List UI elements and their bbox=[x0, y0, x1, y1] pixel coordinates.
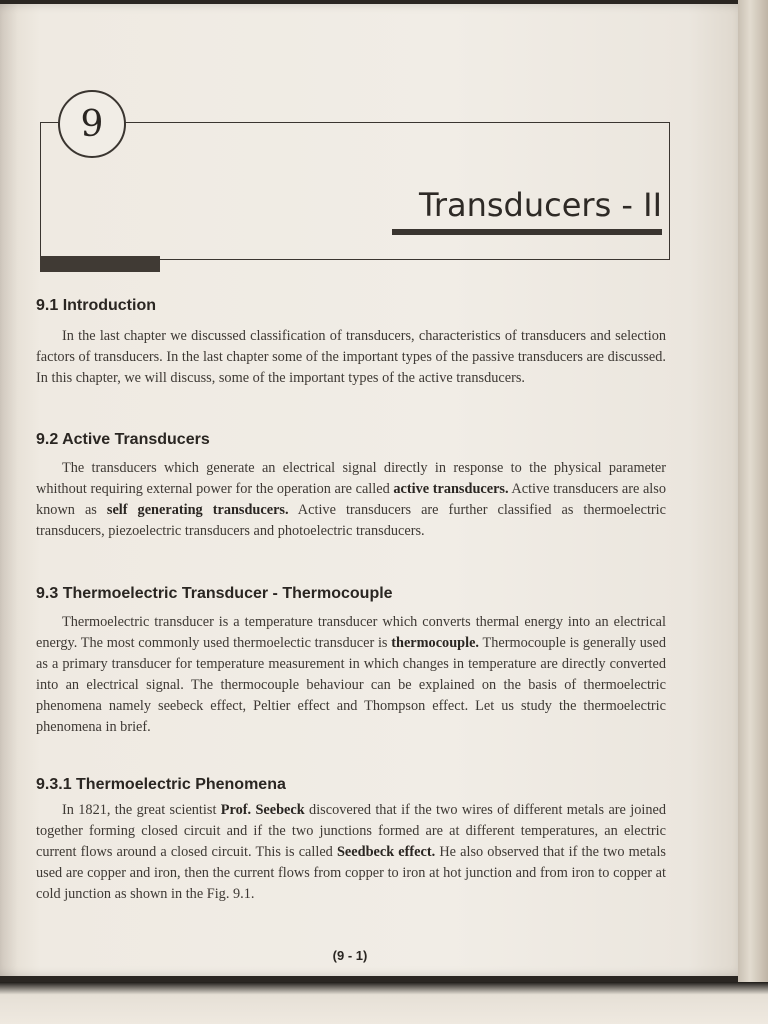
term-thermocouple: thermocouple. bbox=[391, 635, 479, 651]
chapter-number: 9 bbox=[58, 90, 126, 158]
term-prof-seebeck: Prof. Seebeck bbox=[220, 802, 305, 818]
chapter-title: Transducers - II bbox=[418, 186, 662, 224]
title-underline bbox=[392, 229, 662, 235]
paragraph-introduction: In the last chapter we discussed classification of transducers, characteristics of transducers and selection factors of transducers. In the last chapter some of the important types of the passive transducers are discussed. In this chapter, we will discuss, some of the important types of the active transducers. bbox=[36, 328, 666, 386]
section-heading-9-3-1: 9.3.1 Thermoelectric Phenomena bbox=[36, 776, 286, 793]
section-heading-9-1: 9.1 Introduction bbox=[36, 297, 156, 314]
term-self-generating: self generating transducers. bbox=[106, 502, 289, 518]
page-number: (9 - 1) bbox=[332, 948, 368, 963]
term-active-transducers: active transducers. bbox=[393, 481, 509, 497]
term-seedbeck-effect: Seedbeck effect. bbox=[336, 844, 436, 860]
header-dark-bar bbox=[40, 256, 160, 272]
page-edge bbox=[738, 0, 768, 1024]
paragraph-thermocouple: Thermoelectric transducer is a temperature transducer which converts thermal energy into an electrical energy. The most commonly used thermoelectic transducer is thermocouple. Thermocouple is generally used as a primary transducer for temperature measurement in which changes in temperature are directly converted into an electrical signal. The thermocouple behaviour can be explained on the basis of thermoelectric phenomena namely seebeck effect, Peltier effect and Thompson effect. Let us study the thermoelectric phenomena in brief. bbox=[36, 614, 666, 735]
paragraph-active-transducers: The transducers which generate an electrical signal directly in response to the physical parameter whithout requiring external power for the operation are called active transducers. Active transducers are also known as self generating transducers. Active transducers are further classified as thermoelectric transducers, piezoelectric transducers and photoelectric transducers. bbox=[36, 460, 666, 539]
paragraph-thermoelectric-phenomena: In 1821, the great scientist Prof. Seebeck discovered that if the two wires of different metals are joined together forming closed circuit and if the two junctions formed are at different temperatures, an electric current flows around a closed circuit. This is called Seedbeck effect. He also observed that if the two metals used are copper and iron, then the current flows from copper to iron at hot junction and from iron to copper at cold junction as shown in the Fig. 9.1. bbox=[36, 802, 666, 902]
section-heading-9-2: 9.2 Active Transducers bbox=[36, 431, 210, 448]
section-heading-9-3: 9.3 Thermoelectric Transducer - Thermocouple bbox=[36, 585, 393, 602]
next-page-strip bbox=[0, 982, 768, 1024]
